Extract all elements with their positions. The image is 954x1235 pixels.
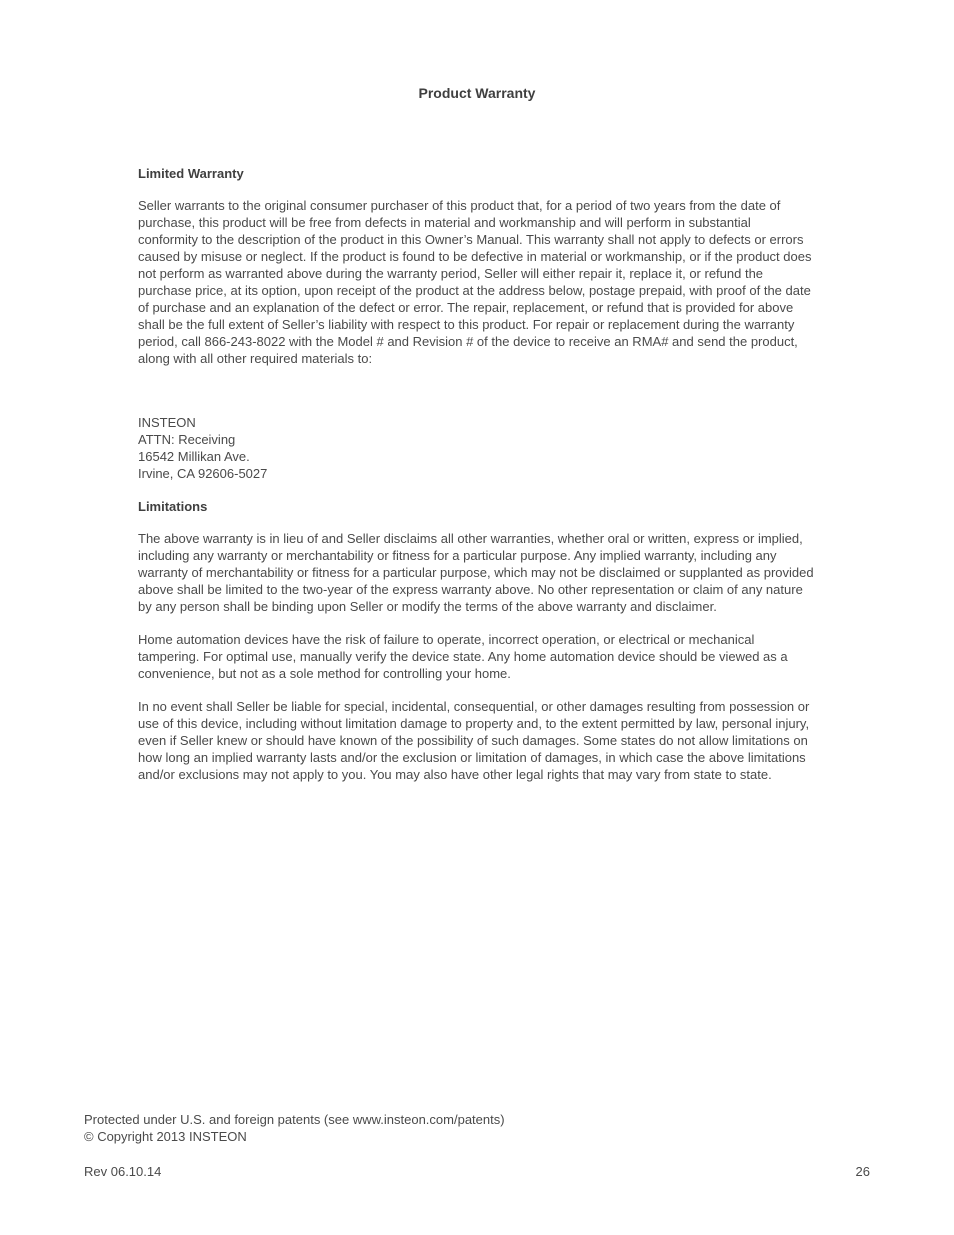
limitations-paragraph-3: In no event shall Seller be liable for special, incidental, consequential, or other damages resulting from possession or use of this device, including without limitation damage to property and, to the extent permitted by law, personal injury, even if Seller knew or should have known of the possibility of such damages. Some states do not allow limitations on how long an implied warranty lasts and/or the exclusion or limitation of damages, in which case the above limitations and/or exclusions may not apply to you. You may also have other legal rights that may vary from state to state. (138, 699, 810, 782)
limitations-paragraph-2: Home automation devices have the risk of failure to operate, incorrect operation, or electrical or mechanical tampering. For optimal use, manually verify the device state. Any home automation device should be viewed as a convenience, but not as a sole method for controlling your home. (138, 632, 788, 681)
copyright-notice: © Copyright 2013 INSTEON (84, 1129, 247, 1144)
mailing-address (138, 414, 814, 482)
footer-bottom-row (84, 1163, 870, 1180)
address-company: INSTEON (138, 415, 196, 430)
limitations-paragraph-1: The above warranty is in lieu of and Seller disclaims all other warranties, whether oral or written, express or implied, including any warranty or merchantability or fitness for a particular purpose. Any implied warranty, including any warranty of merchantability or fitness for a particular purpose, which may not be disclaimed or supplanted as provided above shall be limited to the two-year of the express warranty above. No other representation or claim of any nature by any person shall be binding upon Seller or modify the terms of the above warranty and disclaimer. (138, 531, 814, 614)
revision-label: Rev 06.10.14 (84, 1164, 162, 1179)
limitations-heading: Limitations (138, 499, 208, 514)
address-attn: ATTN: Receiving (138, 432, 236, 447)
address-city: Irvine, CA 92606-5027 (138, 466, 268, 481)
limited-warranty-text: Seller warrants to the original consumer purchaser of this product that, for a period of two years from the date of purchase, this product will be free from defects in material and workmanship and will perform in substantial conformity to the description of the product in this Owner’s Manual. This warranty shall not apply to defects or errors caused by misuse or neglect. If the product is found to be defective in material or workmanship, or if the product does not perform as warranted above during the warranty period, Seller will either repair it, replace it, or refund the purchase price, at its option, upon receipt of the product at the address below, postage prepaid, with proof of the date of purchase and an explanation of the defect or error. The repair, replacement, or refund that is provided for above shall be the full extent of Seller’s liability with respect to this product. For repair or replacement during the warranty period, call 866-243-8022 with the Model # and Revision # of the device to receive an RMA# and send the product, along with all other required materials to: (138, 198, 812, 366)
address-street: 16542 Millikan Ave. (138, 449, 250, 464)
page-number: 26 (855, 1164, 870, 1179)
page-title: Product Warranty (418, 85, 536, 101)
limited-warranty-heading: Limited Warranty (138, 166, 244, 181)
patents-notice: Protected under U.S. and foreign patents (see www.insteon.com/patents) (84, 1112, 505, 1127)
document-body (138, 165, 814, 783)
footer (84, 1111, 874, 1145)
